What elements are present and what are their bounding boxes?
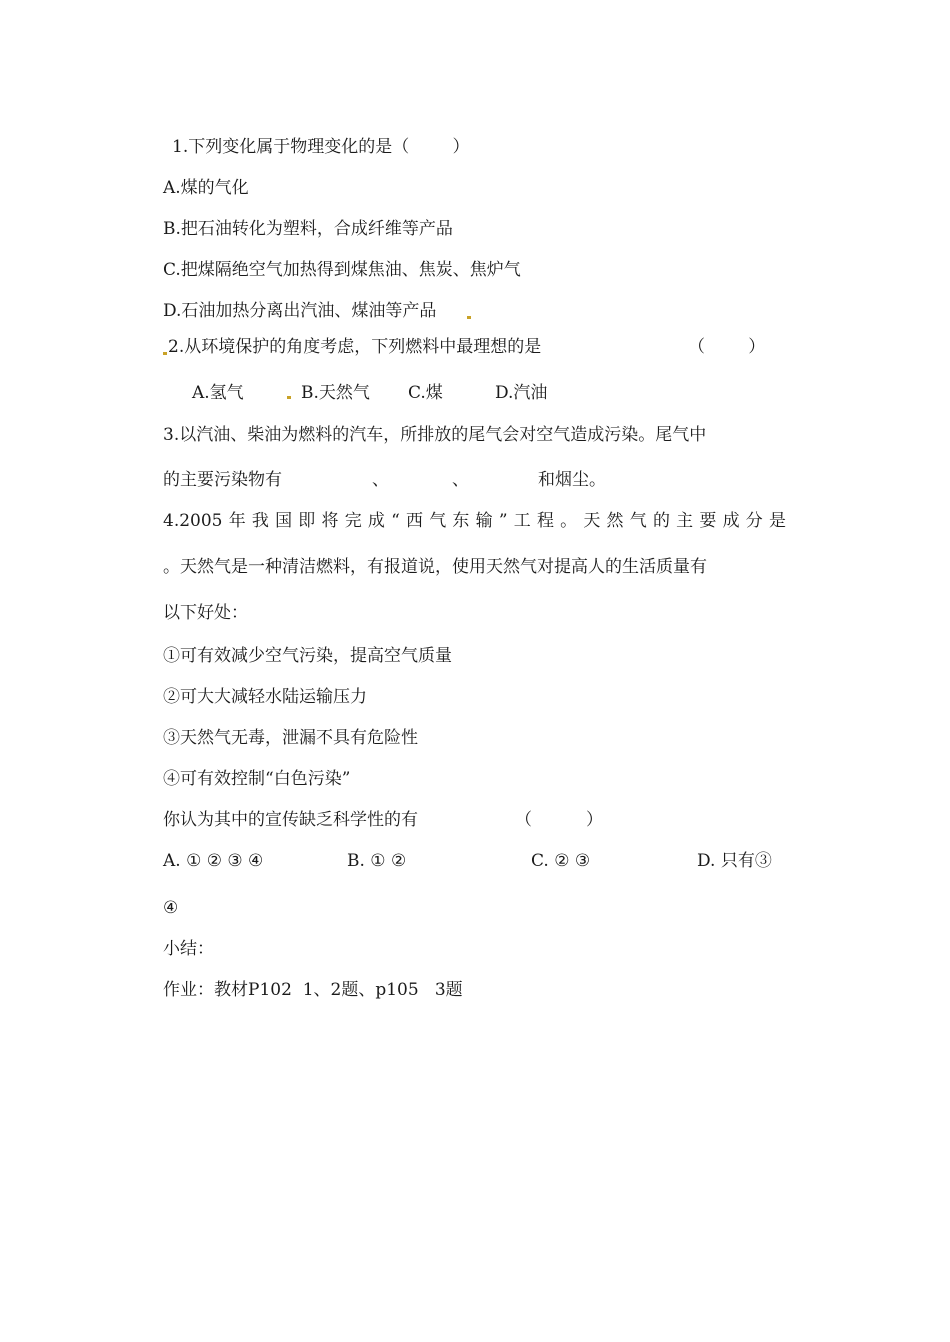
q4-line-3: 以下好处： bbox=[163, 603, 248, 623]
q3-blank-separator-1: 、 bbox=[372, 470, 389, 490]
q4-item-1: ①可有效减少空气污染，提高空气质量 bbox=[163, 646, 452, 666]
q1-option-d: D.石油加热分离出汽油、煤油等产品 bbox=[163, 301, 437, 321]
q4-char: 完 bbox=[344, 511, 362, 531]
q3-line-1: 3.以汽油、柴油为燃料的汽车，所排放的尾气会对空气造成污染。尾气中 bbox=[163, 425, 707, 445]
q3-line-2-end: 和烟尘。 bbox=[538, 470, 606, 490]
q4-char: 输 bbox=[475, 511, 493, 531]
q4-char: 我 bbox=[251, 511, 269, 531]
q4-choice-c: C. ② ③ bbox=[531, 851, 591, 871]
q4-line-1 bbox=[163, 510, 786, 532]
q4-choice-a: A. ① ② ③ ④ bbox=[163, 851, 264, 871]
q4-char: ” bbox=[498, 511, 508, 531]
q4-char: 将 bbox=[321, 511, 339, 531]
ink-mark bbox=[287, 396, 291, 399]
q4-char: 气 bbox=[429, 511, 447, 531]
q4-item-3: ③天然气无毒，泄漏不具有危险性 bbox=[163, 728, 418, 748]
q4-answer-paren: （ ） bbox=[515, 810, 604, 830]
q4-char: 成 bbox=[367, 511, 385, 531]
q3-blank-separator-2: 、 bbox=[452, 470, 469, 490]
q4-choice-d-wrap: ④ bbox=[163, 898, 179, 918]
q4-char: 东 bbox=[452, 511, 470, 531]
q2-answer-paren: （ ） bbox=[688, 337, 766, 357]
q4-char: 天 bbox=[583, 511, 601, 531]
q4-choice-d: D. 只有③ bbox=[697, 851, 772, 871]
q4-char: 气 bbox=[629, 511, 647, 531]
q4-question: 你认为其中的宣传缺乏科学性的有 bbox=[163, 810, 418, 830]
q4-line-2: 。天然气是一种清洁燃料，有报道说，使用天然气对提高人的生活质量有 bbox=[163, 557, 707, 577]
q4-char: 国 bbox=[275, 511, 293, 531]
q4-char: 程 bbox=[536, 511, 554, 531]
homework-line: 作业：教材P102 1、2题、p105 3题 bbox=[163, 980, 463, 1000]
ink-mark bbox=[467, 316, 471, 319]
q4-char: “ bbox=[391, 511, 400, 531]
q2-option-b: B.天然气 bbox=[301, 383, 370, 403]
q1-stem: 1.下列变化属于物理变化的是（ ） bbox=[172, 137, 470, 157]
summary-label: 小结： bbox=[163, 939, 214, 959]
q4-char: 工 bbox=[513, 511, 531, 531]
q4-char: 4.2005 bbox=[163, 511, 223, 531]
q4-char: 主 bbox=[676, 511, 694, 531]
q4-char: 年 bbox=[228, 511, 246, 531]
q4-choice-b: B. ① ② bbox=[347, 851, 407, 871]
q4-char: 西 bbox=[406, 511, 424, 531]
q2-stem: 2.从环境保护的角度考虑，下列燃料中最理想的是 bbox=[168, 337, 542, 357]
q2-option-d: D.汽油 bbox=[495, 383, 548, 403]
q3-line-2: 的主要污染物有 bbox=[163, 470, 282, 490]
q4-item-2: ②可大大减轻水陆运输压力 bbox=[163, 687, 367, 707]
ink-mark bbox=[163, 352, 167, 355]
q4-char: 。 bbox=[560, 511, 578, 531]
q2-option-a: A.氢气 bbox=[192, 383, 244, 403]
q1-option-b: B.把石油转化为塑料，合成纤维等产品 bbox=[163, 219, 453, 239]
q4-char: 的 bbox=[652, 511, 670, 531]
q4-char: 然 bbox=[606, 511, 624, 531]
q4-char: 即 bbox=[298, 511, 316, 531]
q2-option-c: C.煤 bbox=[408, 383, 443, 403]
q4-char: 要 bbox=[699, 511, 717, 531]
q4-char: 成 bbox=[722, 511, 740, 531]
q1-option-a: A.煤的气化 bbox=[163, 178, 249, 198]
q1-option-c: C.把煤隔绝空气加热得到煤焦油、焦炭、焦炉气 bbox=[163, 260, 521, 280]
q4-char: 分 bbox=[745, 511, 763, 531]
q4-char: 是 bbox=[768, 511, 786, 531]
q4-item-4: ④可有效控制“白色污染” bbox=[163, 769, 351, 789]
